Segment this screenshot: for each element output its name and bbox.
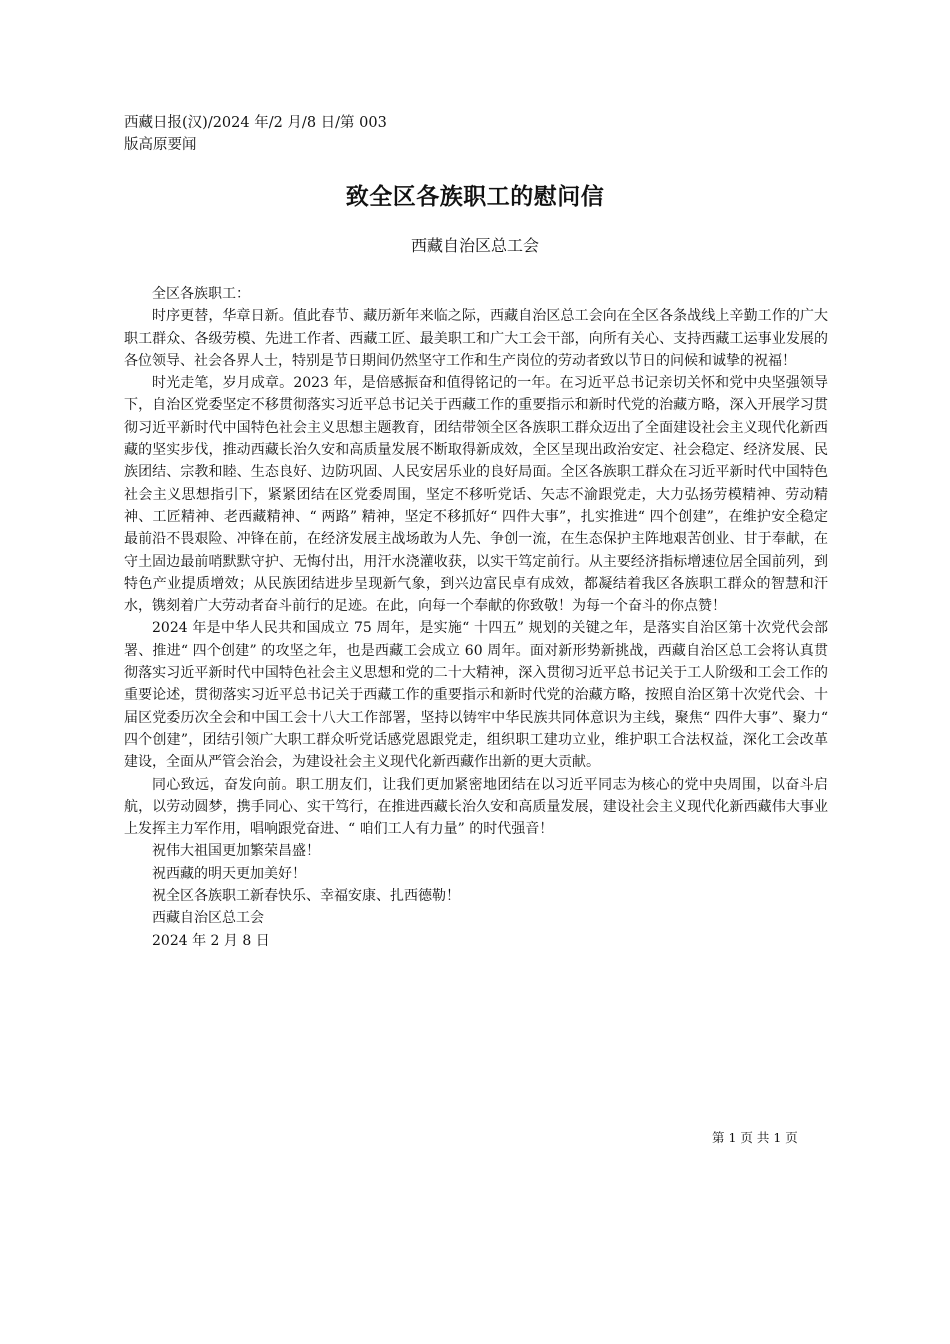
wish-line: 祝伟大祖国更加繁荣昌盛！ xyxy=(152,843,320,860)
paragraph: 2024 年是中华人民共和国成立 75 周年，是实施“ 十四五” 规划的关键之年，是落实自治区第十次党代会部署、推进“ 四个创建” 的攻坚之年，也是西藏工会成立 60 周年。面对新形势新挑战，西藏自治区总工会将认真贯彻落实习近平新时代中国特色社会主义思想和党的二十大精神，深入贯彻习近平总书记关于工人阶级和工会工作的重要论述，贯彻落实习近平总书记关于西藏工作的重要指示和新时代党的治藏方略，按照自治区第十次党代会、十届区党委历次全会和中国工会十八大工作部署，坚持以铸牢中华民族共同体意识为主线，聚焦“ 四件大事”、聚力“ 四个创建”，团结引领广大职工群众听党话感党恩跟党走，组织职工建功立业，维护职工合法权益，深化工会改革建设，全面从严管会治会，为建设社会主义现代化新西藏作出新的更大贡献。 xyxy=(124,620,828,771)
source-line-1: 西藏日报(汉)/2024 年/2 月/8 日/第 003 xyxy=(124,115,387,131)
author: 西藏自治区总工会 xyxy=(410,236,539,255)
date: 2024 年 2 月 8 日 xyxy=(152,932,270,949)
wish-line: 祝全区各族职工新春快乐、幸福安康、扎西德勒！ xyxy=(152,888,460,905)
page-title: 致全区各族职工的慰问信 xyxy=(345,183,605,210)
salutation: 全区各族职工： xyxy=(152,286,250,302)
paragraph: 时光走笔，岁月成章。2023 年，是倍感振奋和值得铭记的一年。在习近平总书记亲切关怀和党中央坚强领导下，自治区党委坚定不移贯彻落实习近平总书记关于西藏工作的重要指示和新时代党的治藏方略，深入开展学习贯彻习近平新时代中国特色社会主义思想主题教育，团结带领全区各族职工群众迈出了全面建设社会主义现代化新西藏的坚实步伐，推动西藏长治久安和高质量发展不断取得新成效，全区呈现出政治安定、社会稳定、经济发展、民族团结、宗教和睦、生态良好、边防巩固、人民安居乐业的良好局面。全区各族职工群众在习近平新时代中国特色社会主义思想指引下，紧紧团结在区党委周围，坚定不移听党话、矢志不渝跟党走，大力弘扬劳模精神、劳动精神、工匠精神、老西藏精神、“ 两路” 精神，坚定不移抓好“ 四件大事”，扎实推进“ 四个创建”，在维护安全稳定最前沿不畏艰险、冲锋在前，在经济发展主战场敢为人先、争创一流，在生态保护主阵地艰苦创业、甘于奉献，在守土固边最前哨默默守护、无悔付出，用汗水浇灌收获，以实干笃定前行。从主要经济指标增速位居全国前列，到特色产业提质增效；从民族团结进步呈现新气象，到兴边富民卓有成效，都凝结着我区各族职工群众的智慧和汗水，镌刻着广大劳动者奋斗前行的足迹。在此，向每一个奉献的你致敬！为每一个奋斗的你点赞！ xyxy=(124,375,828,615)
signature: 西藏自治区总工会 xyxy=(152,910,264,927)
source-line-2: 版高原要闻 xyxy=(124,137,197,153)
page-number: 第 1 页 共 1 页 xyxy=(712,1130,798,1145)
wish-line: 祝西藏的明天更加美好！ xyxy=(152,865,306,882)
paragraph: 时序更替，华章日新。值此春节、藏历新年来临之际，西藏自治区总工会向在全区各条战线上辛勤工作的广大职工群众、各级劳模、先进工作者、西藏工匠、最美职工和广大工会干部，向所有关心、支持西藏工运事业发展的各位领导、社会各界人士，特别是节日期间仍然坚守工作和生产岗位的劳动者致以节日的问候和诚挚的祝福！ xyxy=(124,308,828,369)
source-info xyxy=(124,112,544,156)
letter-body xyxy=(124,283,828,952)
paragraph: 同心致远，奋发向前。职工朋友们，让我们更加紧密地团结在以习近平同志为核心的党中央周围，以奋斗启航，以劳动圆梦，携手同心、实干笃行，在推进西藏长治久安和高质量发展，建设社会主义现代化新西藏伟大事业上发挥主力军作用，唱响跟党奋进、“ 咱们工人有力量” 的时代强音！ xyxy=(124,776,828,838)
